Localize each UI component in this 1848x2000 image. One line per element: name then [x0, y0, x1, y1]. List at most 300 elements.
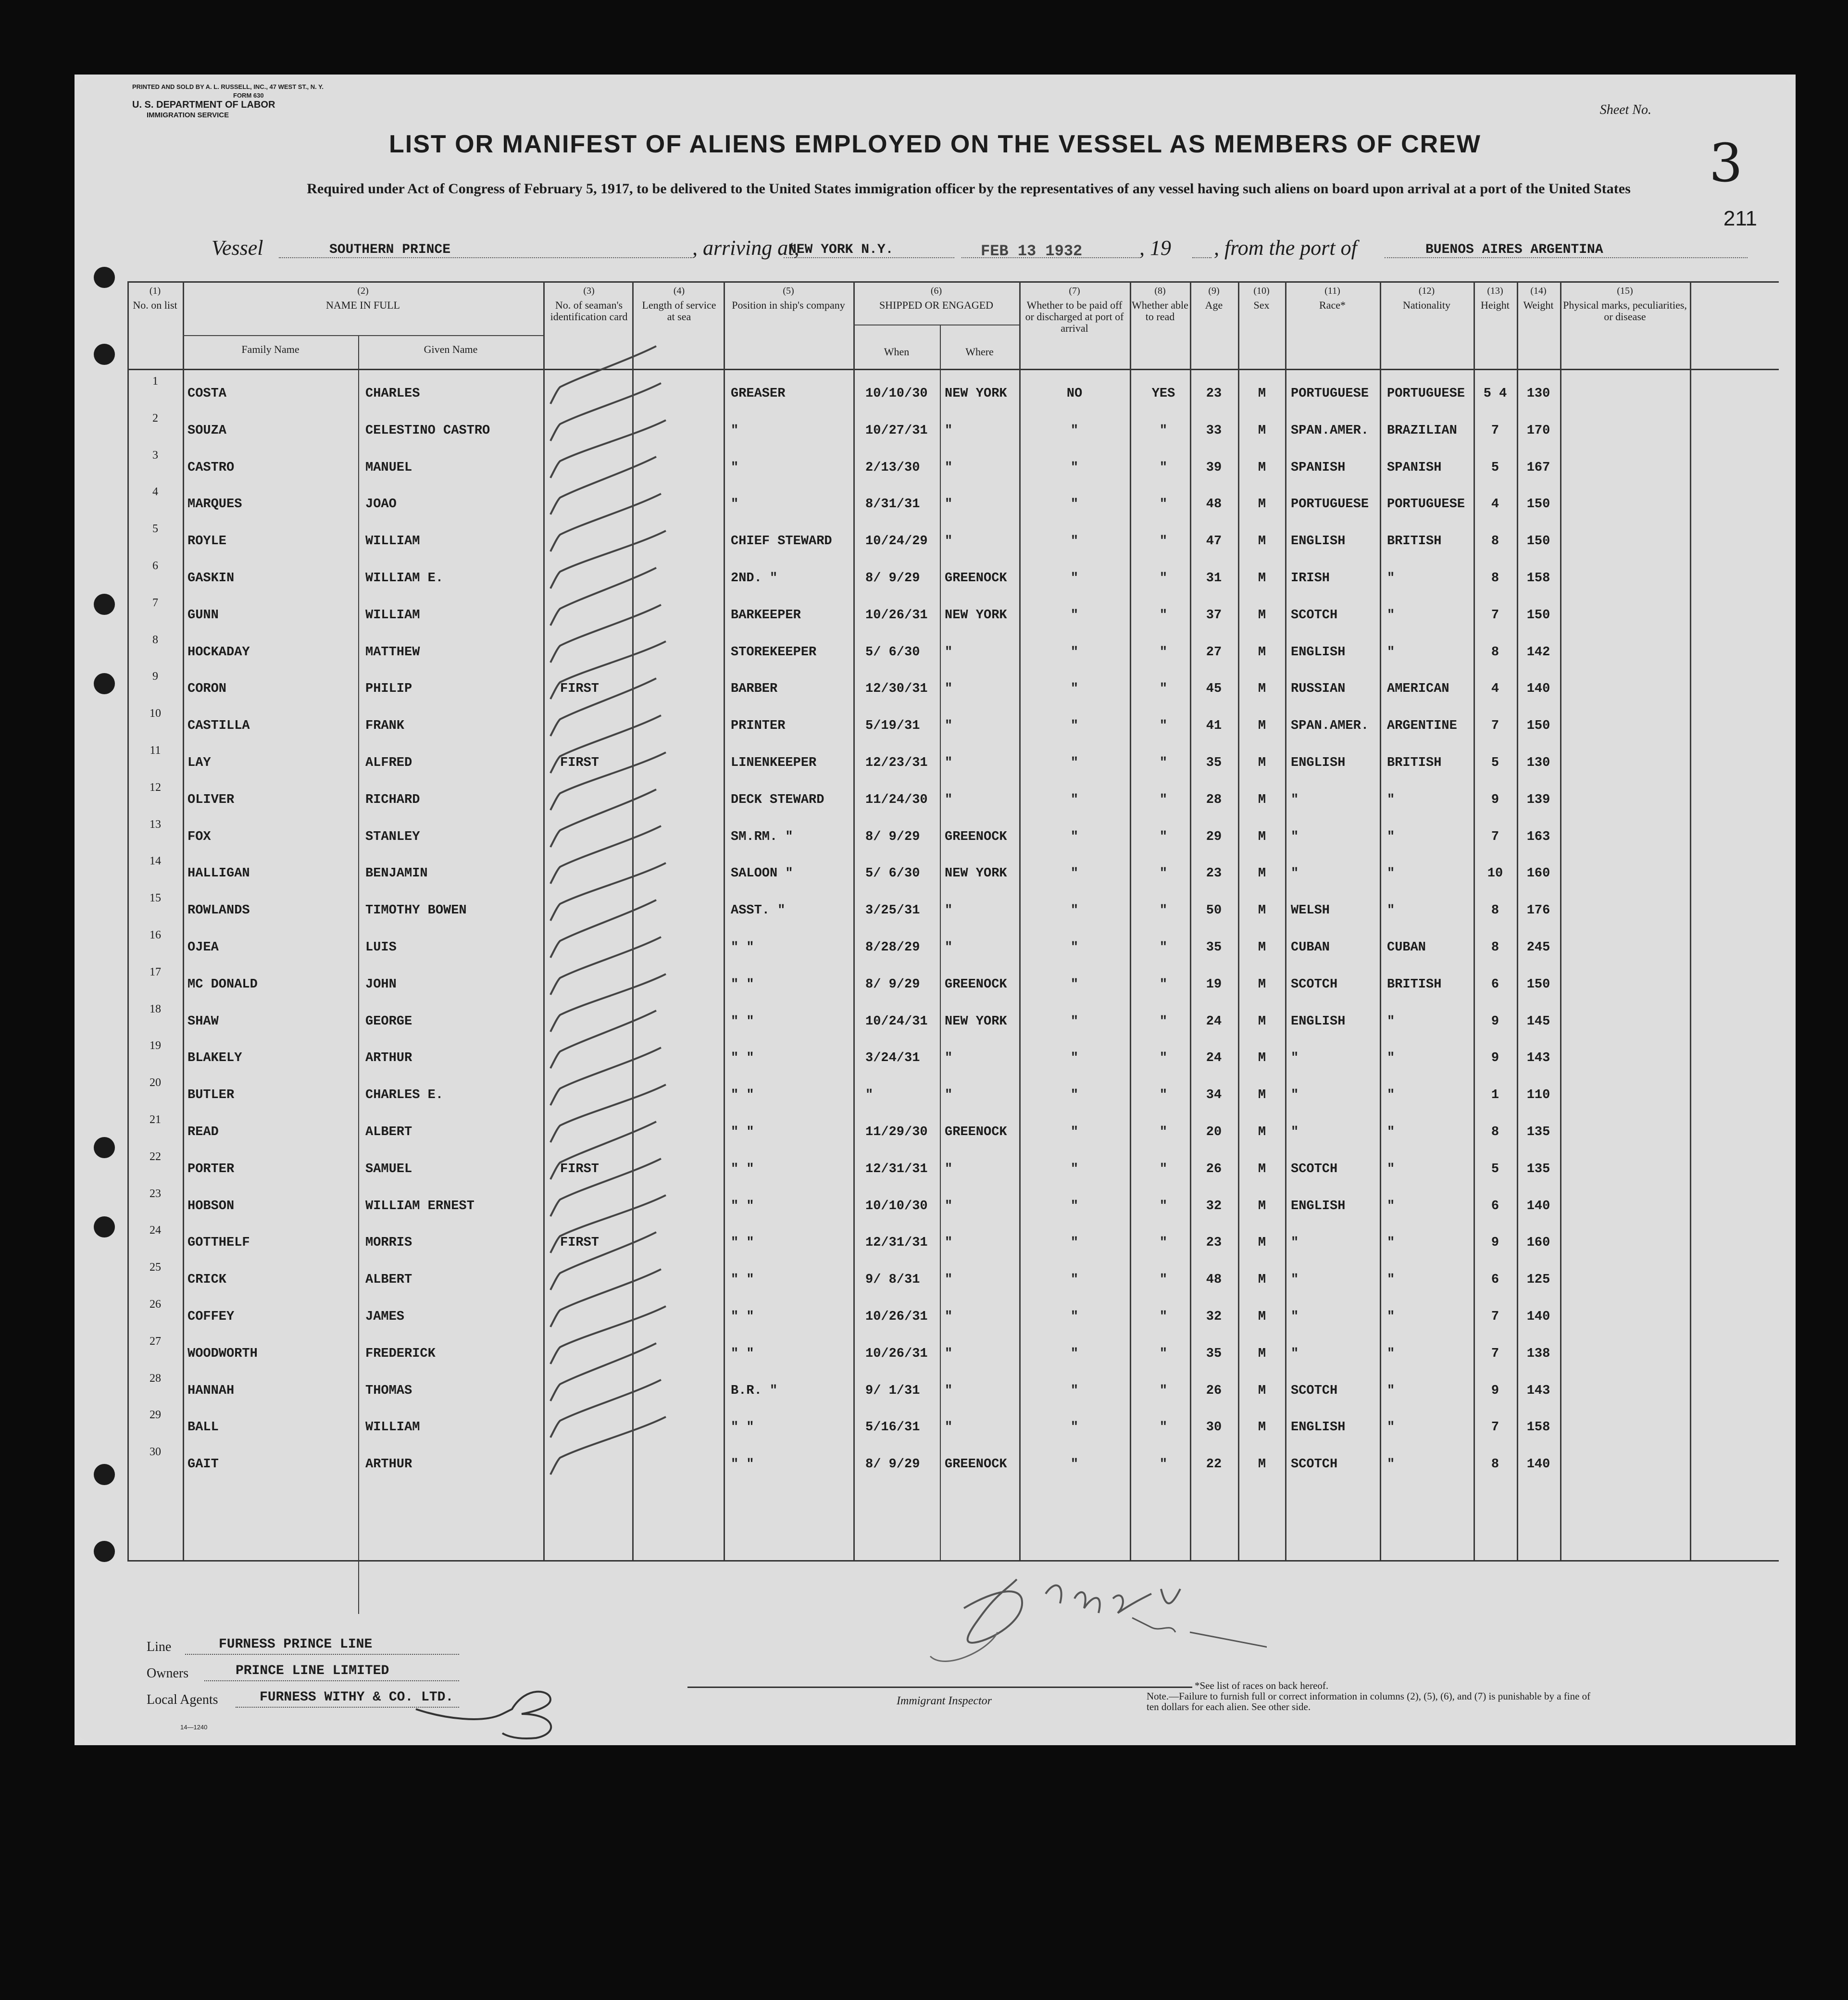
arrival-date-stamp: FEB 13 1932: [981, 242, 1083, 260]
cell-paid: ": [1070, 1310, 1079, 1324]
cell-race: ": [1291, 1051, 1299, 1066]
cell-position: ": [731, 423, 739, 438]
cell-family: ROYLE: [187, 534, 227, 549]
binder-hole: [94, 267, 115, 288]
cell-position: 2ND. ": [731, 571, 778, 586]
cell-paid: ": [1070, 719, 1079, 734]
agents-value: FURNESS WITHY & CO. LTD.: [260, 1690, 454, 1705]
cell-paid: ": [1070, 792, 1079, 807]
cell-weight: 143: [1526, 1051, 1550, 1066]
col-header-read: (8) Whether able to read: [1132, 286, 1188, 323]
row-number: 27: [150, 1335, 161, 1348]
cell-paid: ": [1070, 460, 1079, 475]
cell-position: " ": [731, 1273, 754, 1288]
cell-sex: M: [1258, 387, 1266, 401]
cell-family: HANNAH: [187, 1383, 235, 1398]
arriving-port: NEW YORK N.Y.: [788, 242, 894, 257]
form-code: 14—1240: [180, 1724, 208, 1731]
cell-weight: 143: [1526, 1383, 1550, 1398]
cell-sex: M: [1258, 903, 1266, 918]
cell-age: 48: [1206, 1273, 1222, 1288]
cell-where: ": [945, 1199, 953, 1213]
cell-given: FRANK: [365, 719, 405, 734]
cell-when: 3/24/31: [865, 1051, 920, 1066]
cell-age: 47: [1206, 534, 1222, 549]
cell-paid: ": [1070, 1051, 1079, 1066]
cell-age: 32: [1206, 1199, 1222, 1213]
cell-sex: M: [1258, 719, 1266, 734]
vessel-name: SOUTHERN PRINCE: [329, 242, 451, 257]
cell-when: 8/ 9/29: [865, 571, 920, 586]
cell-given: CHARLES: [365, 387, 420, 401]
cell-weight: 130: [1526, 756, 1550, 770]
cell-sex: M: [1258, 608, 1266, 623]
cell-nationality: ": [1387, 1162, 1395, 1176]
cell-read: ": [1159, 1125, 1168, 1139]
cell-position: SALOON ": [731, 866, 793, 881]
cell-nationality: ": [1387, 1273, 1395, 1288]
cell-family: PORTER: [187, 1162, 235, 1176]
row-number: 26: [150, 1298, 161, 1311]
line-value: FURNESS PRINCE LINE: [219, 1637, 373, 1652]
cell-read: ": [1159, 645, 1168, 660]
row-number: 19: [150, 1039, 161, 1052]
cell-height: 7: [1491, 1420, 1499, 1435]
cell-paid: ": [1070, 682, 1079, 697]
row-number: 30: [150, 1446, 161, 1459]
cell-paid: ": [1070, 866, 1079, 881]
cell-sex: M: [1258, 829, 1266, 844]
from-port-label: , from the port of: [1214, 236, 1357, 260]
binder-hole: [94, 344, 115, 365]
cell-weight: 150: [1526, 608, 1550, 623]
cell-weight: 142: [1526, 645, 1550, 660]
cell-age: 48: [1206, 497, 1222, 512]
cell-paid: ": [1070, 977, 1079, 992]
col-header-race: (11) Race*: [1319, 286, 1346, 311]
cell-given: WILLIAM ERNEST: [365, 1199, 474, 1213]
col-header-position: (5) Position in ship's company: [732, 286, 845, 311]
page-number: 211: [1723, 207, 1757, 230]
cell-family: GOTTHELF: [187, 1236, 250, 1250]
cell-nationality: PORTUGUESE: [1387, 497, 1465, 512]
table-row: [127, 1409, 1779, 1445]
cell-age: 22: [1206, 1457, 1222, 1472]
cell-age: 45: [1206, 682, 1222, 697]
binder-hole: [94, 1216, 115, 1238]
cell-nationality: PORTUGUESE: [1387, 387, 1465, 401]
cell-position: ": [731, 497, 739, 512]
cell-weight: 110: [1526, 1088, 1550, 1103]
cell-paid: ": [1070, 645, 1079, 660]
cell-position: PRINTER: [731, 719, 786, 734]
col-header-no: (1) No. on list: [133, 286, 177, 311]
cell-position: STOREKEEPER: [731, 645, 817, 660]
cell-read: ": [1159, 719, 1168, 734]
cell-weight: 135: [1526, 1125, 1550, 1139]
cell-position: " ": [731, 940, 754, 955]
cell-where: NEW YORK: [945, 1014, 1007, 1029]
cell-where: ": [945, 423, 953, 438]
cell-age: 41: [1206, 719, 1222, 734]
cell-weight: 140: [1526, 682, 1550, 697]
table-row: [127, 523, 1779, 559]
cell-age: 29: [1206, 829, 1222, 844]
cell-weight: 150: [1526, 977, 1550, 992]
cell-race: ENGLISH: [1291, 756, 1346, 770]
cell-weight: 139: [1526, 792, 1550, 807]
cell-when: 12/30/31: [865, 682, 928, 697]
page-subtitle: Required under Act of Congress of February 5, 1917, to be delivered to the United States immigration officer by the representatives of any vessel having such aliens on board upon arrival at a port of the United States: [307, 181, 1631, 197]
service-name: IMMIGRATION SERVICE: [147, 111, 229, 119]
cell-when: 8/ 9/29: [865, 1457, 920, 1472]
cell-age: 32: [1206, 1310, 1222, 1324]
cell-age: 20: [1206, 1125, 1222, 1139]
cell-age: 23: [1206, 866, 1222, 881]
cell-position: BARKEEPER: [731, 608, 801, 623]
cell-nationality: SPANISH: [1387, 460, 1442, 475]
row-number: 13: [150, 818, 161, 831]
binder-hole: [94, 594, 115, 615]
cell-sex: M: [1258, 497, 1266, 512]
cell-position: ": [731, 460, 739, 475]
cell-family: HOCKADAY: [187, 645, 250, 660]
cell-given: THOMAS: [365, 1383, 412, 1398]
table-row: [127, 966, 1779, 1002]
table-row: [127, 781, 1779, 818]
cell-paid: NO: [1066, 387, 1083, 401]
cell-nationality: ": [1387, 645, 1395, 660]
cell-age: 34: [1206, 1088, 1222, 1103]
table-row: [127, 634, 1779, 670]
cell-age: 24: [1206, 1014, 1222, 1029]
cell-height: 5 4: [1483, 387, 1507, 401]
race-note: *See list of races on back hereof.: [1195, 1680, 1329, 1691]
cell-read: ": [1159, 903, 1168, 918]
cell-age: 39: [1206, 460, 1222, 475]
table-row: [127, 1150, 1779, 1187]
col-header-card: (3) No. of seaman's identification card: [550, 286, 628, 323]
cell-family: HALLIGAN: [187, 866, 250, 881]
cell-given: ARTHUR: [365, 1051, 412, 1066]
cell-where: ": [945, 645, 953, 660]
cell-height: 8: [1491, 571, 1499, 586]
cell-where: ": [945, 1420, 953, 1435]
cell-family: WOODWORTH: [187, 1346, 258, 1361]
cell-given: TIMOTHY BOWEN: [365, 903, 467, 918]
table-row: [127, 1003, 1779, 1039]
cell-where: GREENOCK: [945, 829, 1007, 844]
cell-where: ": [945, 1051, 953, 1066]
binder-hole: [94, 1137, 115, 1158]
cell-given: MORRIS: [365, 1236, 412, 1250]
cell-read: ": [1159, 977, 1168, 992]
cell-height: 5: [1491, 460, 1499, 475]
cell-when: 10/26/31: [865, 608, 928, 623]
cell-race: SPAN.AMER.: [1291, 719, 1369, 734]
cell-race: SPANISH: [1291, 460, 1346, 475]
row-number: 15: [150, 892, 161, 905]
cell-age: 23: [1206, 387, 1222, 401]
cell-paid: ": [1070, 756, 1079, 770]
cell-when: 9/ 8/31: [865, 1273, 920, 1288]
cell-paid: ": [1070, 1383, 1079, 1398]
cell-height: 9: [1491, 1051, 1499, 1066]
col-header-family-name: Family Name: [241, 343, 300, 355]
cell-paid: ": [1070, 1273, 1079, 1288]
cell-height: 9: [1491, 792, 1499, 807]
cell-race: SCOTCH: [1291, 608, 1338, 623]
arriving-label: , arriving at,: [692, 236, 799, 260]
cell-age: 23: [1206, 1236, 1222, 1250]
cell-where: GREENOCK: [945, 1125, 1007, 1139]
pencil-check-mark: [546, 1412, 690, 1489]
cell-weight: 167: [1526, 460, 1550, 475]
cell-given: MATTHEW: [365, 645, 420, 660]
cell-when: 8/31/31: [865, 497, 920, 512]
cell-age: 33: [1206, 423, 1222, 438]
cell-height: 9: [1491, 1236, 1499, 1250]
manifest-sheet: [75, 75, 1796, 1745]
cell-weight: 150: [1526, 497, 1550, 512]
cell-paid: ": [1070, 1162, 1079, 1176]
table-row: [127, 1446, 1779, 1482]
cell-race: PORTUGUESE: [1291, 387, 1369, 401]
cell-height: 4: [1491, 682, 1499, 697]
cell-race: ENGLISH: [1291, 1014, 1346, 1029]
cell-when: 12/31/31: [865, 1236, 928, 1250]
manifest-table: [127, 281, 1779, 1560]
row-number: 28: [150, 1372, 161, 1385]
cell-paid: ": [1070, 903, 1079, 918]
binder-hole: [94, 673, 115, 694]
cell-card: FIRST: [560, 682, 599, 697]
cell-where: ": [945, 940, 953, 955]
cell-nationality: ARGENTINE: [1387, 719, 1457, 734]
cell-nationality: BRITISH: [1387, 534, 1442, 549]
vessel-label: Vessel: [212, 236, 263, 260]
cell-where: ": [945, 1383, 953, 1398]
cell-race: IRISH: [1291, 571, 1330, 586]
col-header-sex: (10) Sex: [1253, 286, 1270, 311]
cell-where: ": [945, 534, 953, 549]
cell-given: MANUEL: [365, 460, 412, 475]
cell-position: " ": [731, 1457, 754, 1472]
cell-nationality: ": [1387, 1383, 1395, 1398]
cell-race: ": [1291, 1346, 1299, 1361]
year-prefix: , 19: [1139, 236, 1171, 260]
cell-position: B.R. ": [731, 1383, 778, 1398]
col-header-nationality: (12) Nationality: [1403, 286, 1450, 311]
department-name: U. S. DEPARTMENT OF LABOR: [132, 100, 275, 110]
cell-given: SAMUEL: [365, 1162, 412, 1176]
cell-nationality: ": [1387, 1346, 1395, 1361]
cell-position: " ": [731, 1199, 754, 1213]
table-row: [127, 855, 1779, 891]
row-number: 17: [150, 965, 161, 978]
row-number: 8: [152, 633, 158, 646]
cell-read: ": [1159, 497, 1168, 512]
row-number: 20: [150, 1076, 161, 1089]
inspector-signature: [901, 1560, 1267, 1666]
cell-sex: M: [1258, 756, 1266, 770]
cell-given: JAMES: [365, 1310, 405, 1324]
cell-height: 9: [1491, 1383, 1499, 1398]
cell-when: 12/31/31: [865, 1162, 928, 1176]
cell-family: OLIVER: [187, 792, 235, 807]
row-number: 10: [150, 707, 161, 720]
cell-position: " ": [731, 1420, 754, 1435]
cell-family: HOBSON: [187, 1199, 235, 1213]
cell-nationality: ": [1387, 1199, 1395, 1213]
table-row: [127, 597, 1779, 633]
cell-where: ": [945, 1162, 953, 1176]
col-header-weight: (14) Weight: [1523, 286, 1554, 311]
cell-position: ASST. ": [731, 903, 786, 918]
cell-sex: M: [1258, 571, 1266, 586]
cell-sex: M: [1258, 792, 1266, 807]
cell-given: PHILIP: [365, 682, 412, 697]
inspector-label: Immigrant Inspector: [897, 1695, 992, 1707]
table-row: [127, 486, 1779, 522]
cell-given: JOAO: [365, 497, 397, 512]
cell-where: ": [945, 497, 953, 512]
cell-position: " ": [731, 1051, 754, 1066]
cell-family: SHAW: [187, 1014, 219, 1029]
cell-read: ": [1159, 792, 1168, 807]
cell-read: ": [1159, 423, 1168, 438]
penalty-note: Note.—Failure to furnish full or correct information in columns (2), (5), (6), and (7) is punishable by a fine of ten dollars for each alien. See other side.: [1147, 1690, 1591, 1712]
cell-when: 5/ 6/30: [865, 645, 920, 660]
cell-height: 8: [1491, 903, 1499, 918]
cell-family: COFFEY: [187, 1310, 235, 1324]
cell-weight: 125: [1526, 1273, 1550, 1288]
cell-nationality: CUBAN: [1387, 940, 1426, 955]
col-header-age: (9) Age: [1205, 286, 1223, 311]
col-header-physical-marks: (15) Physical marks, peculiarities, or disease: [1563, 286, 1687, 323]
col-header-height: (13) Height: [1481, 286, 1510, 311]
cell-sex: M: [1258, 1383, 1266, 1398]
cell-position: SM.RM. ": [731, 829, 793, 844]
row-number: 24: [150, 1224, 161, 1237]
cell-read: ": [1159, 460, 1168, 475]
cell-when: 10/10/30: [865, 387, 928, 401]
cell-read: ": [1159, 1014, 1168, 1029]
cell-when: 8/28/29: [865, 940, 920, 955]
cell-family: READ: [187, 1125, 219, 1139]
cell-paid: ": [1070, 1199, 1079, 1213]
cell-given: GEORGE: [365, 1014, 412, 1029]
cell-paid: ": [1070, 571, 1079, 586]
from-port: BUENOS AIRES ARGENTINA: [1425, 242, 1603, 257]
table-row: [127, 818, 1779, 855]
cell-read: ": [1159, 682, 1168, 697]
page-title: LIST OR MANIFEST OF ALIENS EMPLOYED ON THE VESSEL AS MEMBERS OF CREW: [389, 130, 1481, 158]
cell-race: ENGLISH: [1291, 534, 1346, 549]
cell-race: SCOTCH: [1291, 1383, 1338, 1398]
cell-height: 5: [1491, 1162, 1499, 1176]
cell-read: ": [1159, 829, 1168, 844]
cell-nationality: ": [1387, 1236, 1395, 1250]
binder-hole: [94, 1464, 115, 1485]
cell-when: 10/10/30: [865, 1199, 928, 1213]
col-header-when: When: [884, 346, 910, 358]
cell-race: RUSSIAN: [1291, 682, 1346, 697]
cell-family: GAIT: [187, 1457, 219, 1472]
cell-height: 4: [1491, 497, 1499, 512]
cell-sex: M: [1258, 1457, 1266, 1472]
table-row: [127, 744, 1779, 781]
cell-nationality: ": [1387, 1014, 1395, 1029]
cell-when: 11/29/30: [865, 1125, 928, 1139]
cell-weight: 145: [1526, 1014, 1550, 1029]
col-header-paid-off: (7) Whether to be paid off or discharged at port of arrival: [1025, 286, 1124, 334]
cell-given: WILLIAM E.: [365, 571, 444, 586]
handwritten-mark: 3: [1709, 132, 1743, 194]
cell-height: 7: [1491, 1310, 1499, 1324]
cell-height: 9: [1491, 1014, 1499, 1029]
table-row: [127, 1039, 1779, 1076]
cell-position: " ": [731, 1014, 754, 1029]
manifest-footer: [75, 1565, 1796, 1731]
footer-note: [1147, 1680, 1598, 1712]
cell-height: 8: [1491, 940, 1499, 955]
cell-weight: 135: [1526, 1162, 1550, 1176]
cell-height: 8: [1491, 1125, 1499, 1139]
cell-given: RICHARD: [365, 792, 420, 807]
cell-height: 7: [1491, 1346, 1499, 1361]
cell-sex: M: [1258, 460, 1266, 475]
cell-read: ": [1159, 1457, 1168, 1472]
cell-height: 6: [1491, 1273, 1499, 1288]
cell-race: ": [1291, 829, 1299, 844]
cell-weight: 160: [1526, 866, 1550, 881]
cell-sex: M: [1258, 1236, 1266, 1250]
cell-race: SPAN.AMER.: [1291, 423, 1369, 438]
cell-paid: ": [1070, 940, 1079, 955]
row-number: 11: [150, 744, 161, 757]
table-row: [127, 1113, 1779, 1150]
cell-sex: M: [1258, 940, 1266, 955]
cell-when: 10/26/31: [865, 1346, 928, 1361]
cell-when: 3/25/31: [865, 903, 920, 918]
cell-weight: 140: [1526, 1199, 1550, 1213]
cell-race: ENGLISH: [1291, 645, 1346, 660]
row-number: 1: [152, 375, 158, 388]
line-label: Line: [147, 1639, 172, 1654]
row-number: 22: [150, 1150, 161, 1163]
cell-sex: M: [1258, 1346, 1266, 1361]
table-row: [127, 560, 1779, 596]
row-number: 29: [150, 1409, 161, 1422]
cell-family: CASTILLA: [187, 719, 250, 734]
cell-age: 35: [1206, 1346, 1222, 1361]
cell-read: ": [1159, 1199, 1168, 1213]
cell-age: 26: [1206, 1383, 1222, 1398]
cell-family: CORON: [187, 682, 227, 697]
cell-sex: M: [1258, 423, 1266, 438]
cell-sex: M: [1258, 645, 1266, 660]
owners-label: Owners: [147, 1666, 189, 1681]
table-row: [127, 707, 1779, 744]
cell-read: ": [1159, 1162, 1168, 1176]
cell-weight: 140: [1526, 1310, 1550, 1324]
cell-read: ": [1159, 1273, 1168, 1288]
col-header-where: Where: [965, 346, 994, 358]
printer-line: PRINTED AND SOLD BY A. L. RUSSELL, INC., 47 WEST ST., N. Y.: [132, 83, 324, 90]
cell-position: " ": [731, 977, 754, 992]
cell-family: OJEA: [187, 940, 219, 955]
